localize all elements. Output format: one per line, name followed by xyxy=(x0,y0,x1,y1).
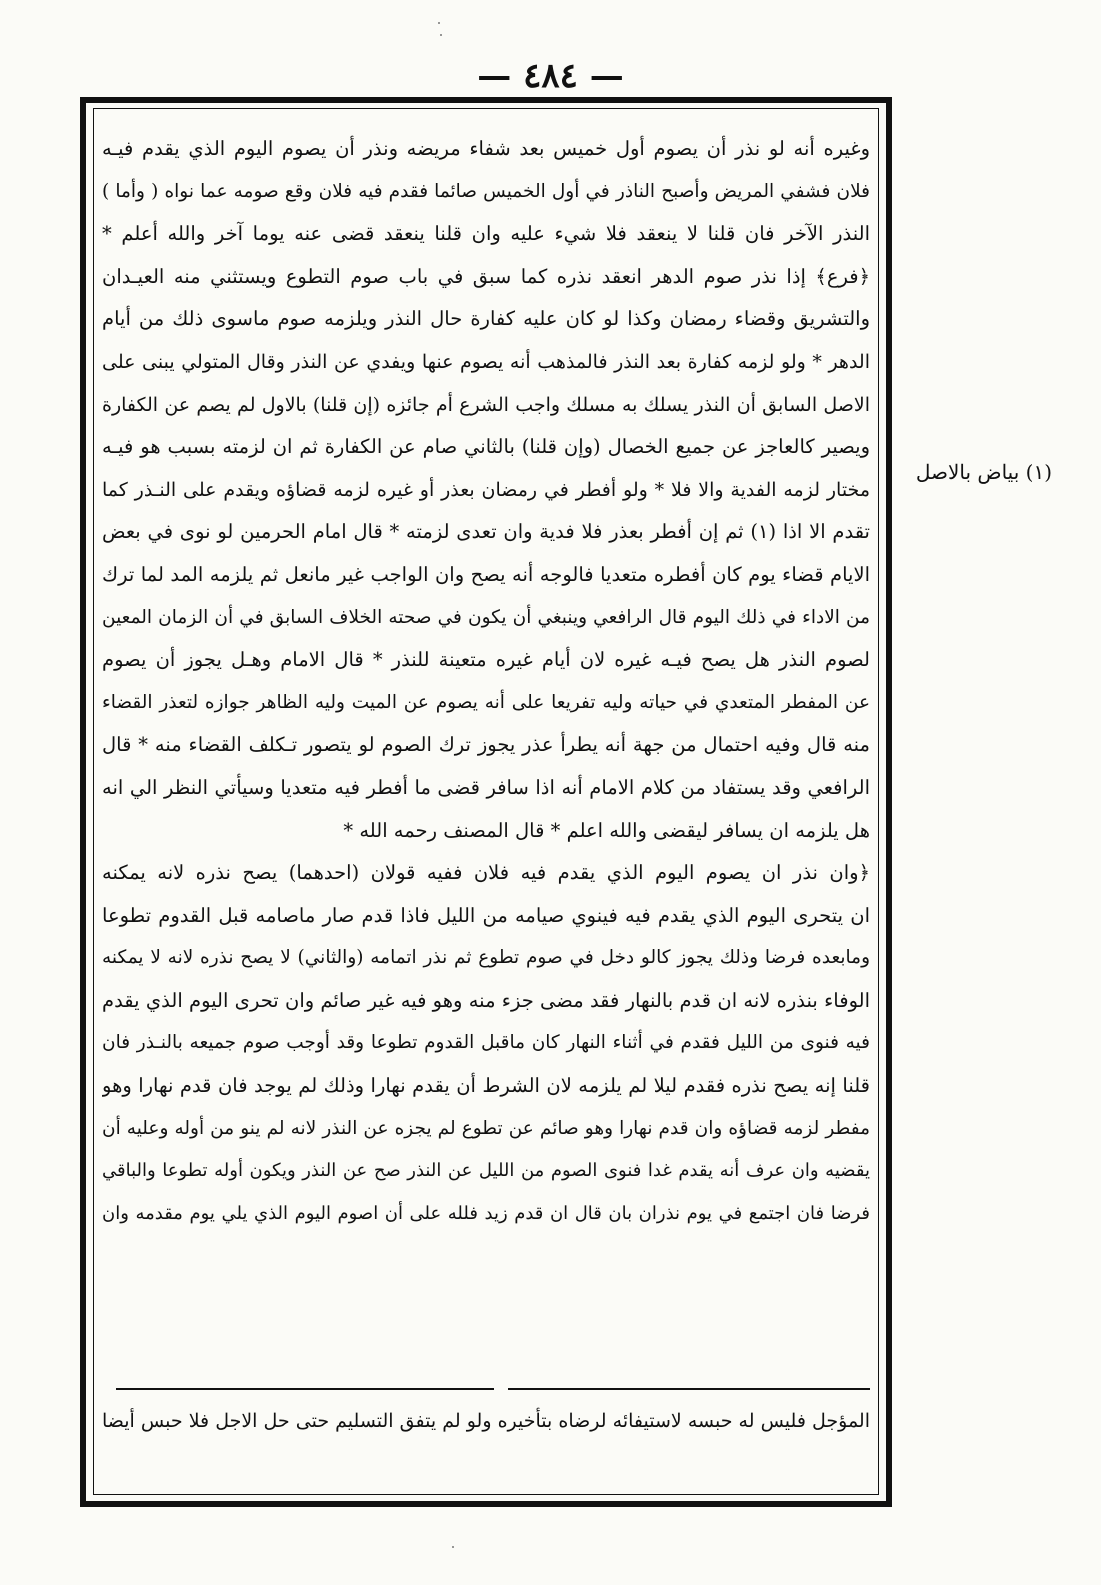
text-line: ﴿فرع﴾ إذا نذر صوم الدهر انعقد نذره كما سبق في باب صوم التطوع ويستثني منه العيـدان xyxy=(102,264,870,288)
text-line: هل يلزمه ان يسافر ليقضى والله اعلم * قال المصنف رحمه الله * xyxy=(343,818,870,842)
text-line: والتشريق وقضاء رمضان وكذا لو كان عليه كفارة حال النذر ويلزمه صوم ماسوى ذلك من أيام xyxy=(102,307,870,331)
margin-note: (١) بياض بالاصل xyxy=(915,460,1052,484)
footnote-separator-right xyxy=(508,1388,870,1390)
scan-speck xyxy=(440,34,442,36)
scan-speck xyxy=(438,22,440,24)
text-line: لصوم النذر هل يصح فيـه غيره لان أيام غيره متعينة للنذر * قال الامام وهـل يجوز أن يصوم xyxy=(102,648,870,672)
text-line: مختار لزمه الفدية والا فلا * ولو أفطر في رمضان بعذر أو غيره لزمه قضاؤه ويقدم على النـذر كما xyxy=(102,478,870,501)
footnote: المؤجل فليس له حبسه لاستيفائه لرضاه بتأخيره ولو لم يتفق التسليم حتى حل الاجل فلا حبس أيضا xyxy=(102,1410,870,1432)
text-line: ان يتحرى اليوم الذي يقدم فيه فينوي صيامه من الليل فاذا قدم صار ماصامه قبل القدوم تطوعا xyxy=(102,903,870,927)
text-line: ﴿وان نذر ان يصوم اليوم الذي يقدم فيه فلان ففيه قولان (احدهما) يصح نذره لانه يمكنه xyxy=(102,861,870,885)
text-line: من الاداء في ذلك اليوم قال الرافعي وينبغي أن يكون في صحته الخلاف السابق في أن الزمان المعين xyxy=(102,606,870,628)
text-line: النذر الآخر فان قلنا لا ينعقد فلا شيء عليه وان قلنا ينعقد قضى عنه يوما آخر والله أعلم * xyxy=(102,222,870,246)
text-line: منه قال وفيه احتمال من جهة أنه يطرأ عذر يجوز ترك الصوم لو يتصور تـكلف القضاء منه * قال xyxy=(102,733,870,757)
text-line: وغيره أنه لو نذر أن يصوم أول خميس بعد شفاء مريضه ونذر أن يصوم اليوم الذي يقدم فيـه xyxy=(102,137,870,160)
footnote-separator-left xyxy=(116,1388,494,1390)
text-line: فلان فشفي المريض وأصبح الناذر في أول الخميس صائما فقدم فيه فلان وقع صومه عما نواه ( وأما ) xyxy=(102,180,870,202)
main-text-block xyxy=(102,128,870,1235)
text-line: ويصير كالعاجز عن جميع الخصال (وإن قلنا) بالثاني صام عن الكفارة ثم ان لزمته بسبب هو فيـه xyxy=(102,435,870,459)
text-line: الوفاء بنذره لانه ان قدم بالنهار فقد مضى جزء منه وهو فيه غير صائم وان تحرى اليوم الذي يقدم xyxy=(102,988,870,1012)
scan-speck xyxy=(452,1546,454,1548)
text-line: الرافعي وقد يستفاد من كلام الامام أنه اذا سافر قضى ما أفطر فيه متعديا وسيأتي النظر الي انه xyxy=(102,775,870,799)
text-line: فيه فنوى من الليل فقدم في أثناء النهار كان ماقبل القدوم تطوعا وقد أوجب صوم جميعه بالنـذر فان xyxy=(102,1032,870,1054)
text-line: الايام قضاء يوم كان أفطره متعديا فالوجه أنه يصح وان الواجب غير مانعل ثم يلزمه المد لما ترك xyxy=(102,562,870,586)
text-line: الاصل السابق أن النذر يسلك به مسلك واجب الشرع أم جائزه (إن قلنا) بالاول لم يصم عن الكفارة xyxy=(102,393,870,416)
text-line: ومابعده فرضا وذلك يجوز كالو دخل في صوم تطوع ثم نذر اتمامه (والثاني) لا يصح نذره لانه لا يمكنه xyxy=(102,947,870,969)
text-line: تقدم الا اذا (١) ثم إن أفطر بعذر فلا فدية وان تعدى لزمته * قال امام الحرمين لو نوى في بعض xyxy=(102,520,870,544)
text-line: يقضيه وان عرف أنه يقدم غدا فنوى الصوم من الليل عن النذر صح عن النذر ويكون أوله تطوعا والباقي xyxy=(102,1160,870,1182)
text-line: مفطر لزمه قضاؤه وان قدم نهارا وهو صائم عن تطوع لم يجزه عن النذر لانه لم ينو من أوله وعليه أن xyxy=(102,1117,870,1139)
page-number: — ٤٨٤ — xyxy=(477,56,624,96)
text-line: عن المفطر المتعدي في حياته وليه تفريعا على أنه يصوم عن الميت وليه الظاهر جوازه لتعذر القضاء xyxy=(102,691,870,713)
text-line: فرضا فان اجتمع في يوم نذران بان قال ان قدم زيد فلله على أن اصوم اليوم الذي يلي يوم مقدمه وان xyxy=(102,1202,870,1224)
text-line: الدهر * ولو لزمه كفارة بعد النذر فالمذهب أنه يصوم عنها ويفدي عن النذر وقال المتولي يبنى على xyxy=(102,350,870,373)
text-line: قلنا إنه يصح نذره فقدم ليلا لم يلزمه لان الشرط أن يقدم نهارا وذلك لم يوجد فان قدم نهارا وهو xyxy=(102,1074,870,1098)
